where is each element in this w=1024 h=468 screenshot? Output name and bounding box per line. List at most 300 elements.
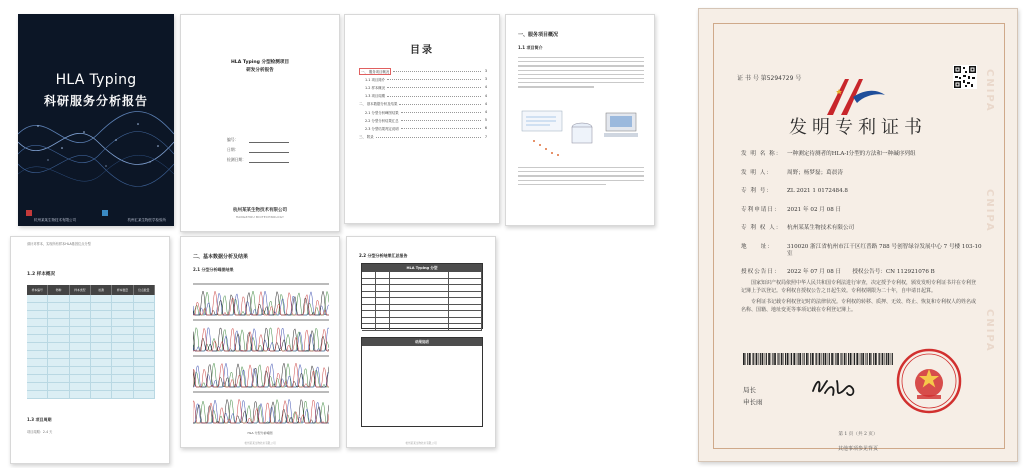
toc-item-page: 4: [484, 93, 487, 98]
body-text-block-2: [518, 167, 644, 188]
table-cell: [112, 295, 133, 302]
table-cell: [91, 311, 112, 318]
table-cell: [27, 351, 48, 358]
section-1-subheading: 1.1 项目简介: [518, 45, 543, 50]
toc-list: [359, 67, 487, 141]
sample-overview-heading: 1.2 样本概况: [27, 272, 56, 277]
table-cell: [27, 311, 48, 318]
toc-item-page: 5: [484, 118, 487, 123]
certificate-field-label: 发 明 名 称：: [741, 151, 783, 157]
toc-item-text: 1.1 项目简介: [365, 77, 386, 82]
report-cover: [18, 14, 174, 226]
table-cell: [362, 292, 376, 298]
table-cell: [91, 367, 112, 374]
toc-item: [359, 92, 487, 100]
barcode-bar: [753, 353, 754, 365]
barcode-bar: [774, 353, 776, 365]
patent-certificate: [698, 8, 1018, 462]
barcode-bar: [798, 353, 799, 365]
certificate-field: [741, 225, 985, 232]
sample-table-body: [27, 295, 155, 399]
chromatogram-figure: [193, 281, 329, 429]
official-red-seal-icon: [895, 347, 963, 415]
certificate-field-label: 授权公告日：: [741, 269, 781, 275]
toc-leader-dots: [393, 70, 481, 72]
table-cell: [91, 375, 112, 382]
table-cell: [112, 319, 133, 326]
barcode-bar: [758, 353, 759, 365]
barcode-bar: [859, 353, 860, 365]
table-cell: [27, 343, 48, 350]
table-cell: [27, 383, 48, 390]
barcode-bar: [815, 353, 816, 365]
table-row: [27, 359, 155, 367]
chromatogram-caption: HLA 分型分析峰图: [247, 431, 273, 435]
section-2-heading: 二、基本数据分析及结果: [193, 254, 249, 260]
barcode-bar: [777, 353, 778, 365]
table-cell: [449, 311, 482, 317]
barcode-bar: [765, 353, 766, 365]
certificate-fields: [741, 151, 985, 288]
body-text-block: [518, 57, 644, 91]
table-cell: [48, 319, 69, 326]
barcode-bar: [831, 353, 833, 365]
table-cell: [390, 292, 449, 298]
table-cell: [48, 327, 69, 334]
table-cell: [390, 324, 449, 330]
table-row: [27, 351, 155, 359]
table-cell: [70, 343, 91, 350]
table-cell: [362, 305, 376, 311]
table-cell: [70, 295, 91, 302]
barcode-bar: [762, 353, 764, 365]
result-notes-box: [361, 337, 483, 427]
table-cell: [449, 324, 482, 330]
sequence-letters: [193, 355, 329, 357]
table-cell: [376, 318, 390, 324]
table-row: [27, 319, 155, 327]
page-footer: 杭州某某生物技术有限公司: [244, 442, 276, 445]
toc-item: [359, 100, 487, 108]
table-header-cell: 检测: [91, 285, 112, 295]
barcode-bar: [771, 353, 772, 365]
table-cell: [112, 367, 133, 374]
certificate-field-label: 专 利 号：: [741, 188, 773, 194]
certificate-body: [741, 279, 979, 315]
sample-table-header: [27, 285, 155, 295]
barcode-bar: [796, 353, 797, 365]
chromatogram-trace: [193, 363, 329, 387]
chromatogram-trace: [193, 291, 329, 315]
table-cell: [91, 351, 112, 358]
table-cell: [376, 279, 390, 285]
certificate-field-value: 310020 浙江省杭州市江干区红普路 788 号创智绿谷发展中心 7 号楼 103-10 室: [787, 243, 982, 257]
table-cell: [390, 272, 449, 278]
cover-logo-right: 杭州汇某生物医学检验所: [127, 218, 166, 222]
toc-item: [359, 124, 487, 132]
certificate-number: 证 书 号 第5294729 号: [737, 75, 802, 82]
certificate-field-label: 专 利 权 人：: [741, 225, 783, 231]
table-header-cell: 样本数量: [112, 285, 133, 295]
toc-leader-dots: [401, 111, 481, 113]
section-1-page: [505, 14, 655, 226]
toc-item-text: 一、 服务项目概况: [361, 69, 390, 74]
barcode-bar: [884, 353, 885, 365]
cover-logos: [18, 218, 174, 223]
table-row: [27, 327, 155, 335]
chief-title: 局长: [743, 386, 756, 394]
chromatogram-page: [180, 236, 340, 448]
field-label: 检测日期：: [227, 157, 246, 162]
title-line-1: HLA Typing 分型检测项目: [230, 60, 290, 65]
table-cell: [362, 324, 376, 330]
barcode-bar: [846, 353, 847, 365]
barcode-bar: [756, 353, 758, 365]
certificate-page-number: 第 1 页（共 2 页）: [838, 432, 878, 437]
barcode-bar: [873, 353, 874, 365]
cover-logo-left: 杭州某某生物技术有限公司: [34, 218, 76, 222]
toc-leader-dots: [401, 119, 481, 121]
table-cell: [112, 327, 133, 334]
table-cell: [27, 391, 48, 398]
barcode-bar: [745, 353, 746, 365]
table-cell: [27, 375, 48, 382]
table-cell: [48, 311, 69, 318]
certificate-field-value: 一种测定待测者的HLA-I分型的方法和一种碱序列组: [787, 151, 916, 157]
table-cell: [112, 343, 133, 350]
table-cell: [91, 335, 112, 342]
barcode-bar: [783, 353, 784, 365]
table-cell: [27, 359, 48, 366]
table-cell: [390, 311, 449, 317]
table-cell: [376, 324, 390, 330]
table-cell: [362, 318, 376, 324]
barcode-bar: [791, 353, 792, 365]
barcode-bar: [844, 353, 846, 365]
barcode-bar: [812, 353, 814, 365]
table-cell: [70, 327, 91, 334]
table-cell: [376, 311, 390, 317]
table-row: [27, 383, 155, 391]
table-cell: [27, 295, 48, 302]
barcode-bar: [891, 353, 892, 365]
table-cell: [134, 351, 155, 358]
table-cell: [70, 359, 91, 366]
table-cell: [449, 318, 482, 324]
toc-item-text: 1.3 项目周期: [365, 94, 386, 99]
toc-item-page: 4: [484, 101, 487, 106]
barcode-bar: [768, 353, 770, 365]
barcode-bar: [875, 353, 877, 365]
table-cell: [70, 383, 91, 390]
certificate-field: [741, 170, 985, 177]
project-cycle-heading: 1.3 项目周期: [27, 417, 52, 422]
barcode-bar: [808, 353, 809, 365]
section-2-subheading: 2.1 分型分析峰图结果: [193, 267, 234, 272]
certificate-field-value: 2021 年 02 月 08 日: [787, 206, 842, 213]
barcode-bar: [760, 353, 761, 365]
barcode-bar: [865, 353, 866, 365]
table-cell: [390, 298, 449, 304]
barcode-bar: [828, 353, 829, 365]
toc-item-page: 6: [484, 126, 487, 131]
barcode-bar: [854, 353, 855, 365]
table-cell: [48, 375, 69, 382]
barcode-bar: [778, 353, 779, 365]
barcode-bar: [781, 353, 783, 365]
handwritten-signature-icon: [809, 373, 859, 403]
table-cell: [390, 318, 449, 324]
table-cell: [91, 327, 112, 334]
barcode-bar: [850, 353, 852, 365]
dna-wave-graphic: [18, 14, 174, 226]
toc-leader-dots: [376, 136, 481, 138]
toc-leader-dots: [399, 103, 481, 105]
table-cell: [91, 343, 112, 350]
table-cell: [48, 303, 69, 310]
section-1-heading: 一、服务项目概况: [518, 32, 559, 38]
table-cell: [27, 327, 48, 334]
barcode-bar: [743, 353, 745, 365]
table-cell: [70, 303, 91, 310]
certificate-field: [741, 188, 985, 195]
summary-report-page: [346, 236, 496, 448]
table-cell: [376, 292, 390, 298]
table-cell: [134, 295, 155, 302]
table-cell: [112, 303, 133, 310]
barcode-bar: [816, 353, 817, 365]
barcode-bar: [878, 353, 879, 365]
table-cell: [48, 359, 69, 366]
toc-item-text: 2.3 分型结果判定说明: [365, 126, 399, 131]
barcode-bar: [810, 353, 811, 365]
barcode-bar: [785, 353, 786, 365]
barcode-bar: [886, 353, 887, 365]
toc-leader-dots: [387, 78, 481, 80]
barcode-bar: [861, 353, 862, 365]
barcode-bar: [787, 353, 789, 365]
table-cell: [449, 305, 482, 311]
barcode-bar: [871, 353, 872, 365]
table-cell: [112, 311, 133, 318]
table-header-cell: 样本编号: [27, 285, 48, 295]
barcode-bar: [766, 353, 767, 365]
toc-item-page: 3: [484, 77, 487, 82]
table-row: [27, 335, 155, 343]
table-cell: [376, 272, 390, 278]
toc-item-page: 4: [484, 85, 487, 90]
table-header-cell: 物种: [48, 285, 69, 295]
table-cell: [70, 391, 91, 398]
typing-result-table: [361, 263, 483, 329]
barcode-bar: [835, 353, 836, 365]
toc-item-text: 二、 基本数据分析及结果: [359, 102, 398, 107]
sample-overview-page: [10, 236, 170, 464]
toc-item-page: 3: [484, 69, 487, 74]
table-cell: [48, 295, 69, 302]
table-cell: [362, 285, 376, 291]
toc-item: [359, 67, 487, 75]
toc-item-text: 三、 附录: [359, 135, 374, 140]
barcode-bar: [793, 353, 795, 365]
certificate-back-note: 其他事项参见背页: [837, 446, 878, 452]
barcode-bar: [834, 353, 835, 365]
table-cell: [27, 319, 48, 326]
table-row: [27, 391, 155, 399]
report-title-page: [180, 14, 340, 232]
chromatogram-trace: [193, 363, 329, 387]
table-cell: [112, 351, 133, 358]
table-cell: [48, 351, 69, 358]
cover-title-cn: 科研服务分析报告: [43, 94, 148, 108]
toc-item: [359, 83, 487, 91]
barcode-bar: [879, 353, 880, 365]
table-cell: [134, 343, 155, 350]
barcode-bar: [802, 353, 803, 365]
table-cell: [376, 298, 390, 304]
barcode-bar: [799, 353, 801, 365]
summary-heading: 2.2 分型分析结果汇总报告: [359, 253, 408, 258]
toc-title: 目录: [410, 45, 434, 56]
certificate-field: [741, 207, 985, 214]
toc-item-text: 1.2 样本概况: [365, 85, 386, 90]
toc-item: [359, 116, 487, 124]
table-of-contents-page: [344, 14, 500, 224]
barcode-icon: [743, 353, 893, 365]
barcode-bar: [747, 353, 748, 365]
toc-leader-dots: [387, 95, 481, 97]
barcode-bar: [856, 353, 858, 365]
table-cell: [70, 367, 91, 374]
table-row: [27, 343, 155, 351]
table-cell: [134, 391, 155, 398]
toc-item-page: 4: [484, 110, 487, 115]
table-cell: [48, 367, 69, 374]
page-top-note: 请针对样本，实现所有样本HLA基因位点分型: [27, 242, 91, 246]
table-row: [27, 367, 155, 375]
workflow-figure: [520, 107, 642, 159]
table-cell: [376, 305, 390, 311]
toc-item-text: 2.2 分型分析结果汇总: [365, 118, 399, 123]
project-cycle-note: 项目周期：2-4 天: [27, 430, 53, 434]
title-page-heading: [181, 59, 339, 75]
table-row: [27, 311, 155, 319]
field-line: [249, 147, 289, 153]
barcode-bar: [823, 353, 824, 365]
barcode-bar: [837, 353, 839, 365]
sequence-letters: [193, 283, 329, 285]
table-cell: [390, 279, 449, 285]
typing-table-title: HLA Typing 分型: [362, 264, 482, 272]
table-row: [362, 324, 482, 331]
certificate-field-value: 杭州某某生物技术有限公司: [787, 225, 855, 231]
table-cell: [48, 391, 69, 398]
table-cell: [48, 335, 69, 342]
certificate-body-p1: 国家知识产权局依照中华人民共和国专利法进行审查，决定授予专利权，颁发发明专利证书并在专利登记簿上予以登记。专利权自授权公告之日起生效。专利权期限为二十年，自申请日起算。: [741, 280, 977, 295]
toc-item: [359, 133, 487, 141]
table-cell: [449, 292, 482, 298]
barcode-bar: [882, 353, 884, 365]
table-cell: [91, 391, 112, 398]
table-cell: [362, 311, 376, 317]
barcode-bar: [829, 353, 830, 365]
certificate-body-p2: 专利证书记载专利权登记时的法律状况。专利权的转移、质押、无效、终止、恢复和专利权人的姓名或名称、国籍、地址变更等事项记载在专利登记簿上。: [741, 298, 977, 314]
table-cell: [376, 285, 390, 291]
table-row: [27, 295, 155, 303]
barcode-bar: [841, 353, 842, 365]
table-cell: [48, 343, 69, 350]
table-cell: [70, 351, 91, 358]
field-line: [249, 137, 289, 143]
table-cell: [70, 319, 91, 326]
table-cell: [112, 335, 133, 342]
barcode-bar: [772, 353, 773, 365]
barcode-bar: [790, 353, 791, 365]
certificate-field-label: 地 址：: [741, 243, 774, 250]
toc-item: [359, 75, 487, 83]
table-cell: [112, 359, 133, 366]
barcode-bar: [892, 353, 893, 365]
certificate-title: 发明专利证书: [789, 117, 927, 138]
table-cell: [91, 295, 112, 302]
qr-code-icon: [953, 65, 977, 89]
table-cell: [134, 335, 155, 342]
barcode-bar: [806, 353, 808, 365]
table-cell: [362, 272, 376, 278]
table-cell: [48, 383, 69, 390]
sequence-letters: [193, 319, 329, 321]
toc-item-page: 7: [484, 134, 487, 139]
title-line-2: 研发分析报告: [246, 68, 274, 73]
table-cell: [134, 303, 155, 310]
table-cell: [27, 303, 48, 310]
chromatogram-trace: [193, 363, 329, 387]
table-cell: [91, 303, 112, 310]
typing-table-rows: [362, 272, 482, 331]
barcode-bar: [888, 353, 890, 365]
toc-leader-dots: [387, 86, 481, 88]
title-page-fields: [227, 133, 289, 163]
certificate-field: [741, 269, 985, 276]
certificate-field-value: 2022 年 07 月 08 日 授权公告号：CN 112921076 B: [787, 269, 935, 275]
table-cell: [134, 311, 155, 318]
table-cell: [390, 285, 449, 291]
title-page-company-en: HANGZHOU BIOTECHNOLOGY: [235, 215, 285, 219]
barcode-bar: [819, 353, 821, 365]
cnipa-watermark: CNIPA: [984, 309, 995, 353]
barcode-bar: [840, 353, 841, 365]
table-cell: [134, 383, 155, 390]
table-cell: [112, 391, 133, 398]
toc-item: [359, 108, 487, 116]
barcode-bar: [853, 353, 854, 365]
barcode-bar: [848, 353, 849, 365]
table-cell: [449, 298, 482, 304]
cnipa-watermark: CNIPA: [984, 69, 995, 113]
field-label: 日期：: [227, 147, 239, 152]
table-cell: [449, 279, 482, 285]
toc-item-text: 2.1 分型分析峰图结果: [365, 110, 399, 115]
result-notes-title: 结果说明: [362, 338, 482, 346]
chief-name: 申长雨: [743, 398, 763, 406]
table-cell: [134, 375, 155, 382]
certificate-field: [741, 151, 985, 158]
table-cell: [27, 367, 48, 374]
barcode-bar: [804, 353, 805, 365]
table-cell: [134, 367, 155, 374]
table-cell: [449, 272, 482, 278]
barcode-bar: [821, 353, 822, 365]
